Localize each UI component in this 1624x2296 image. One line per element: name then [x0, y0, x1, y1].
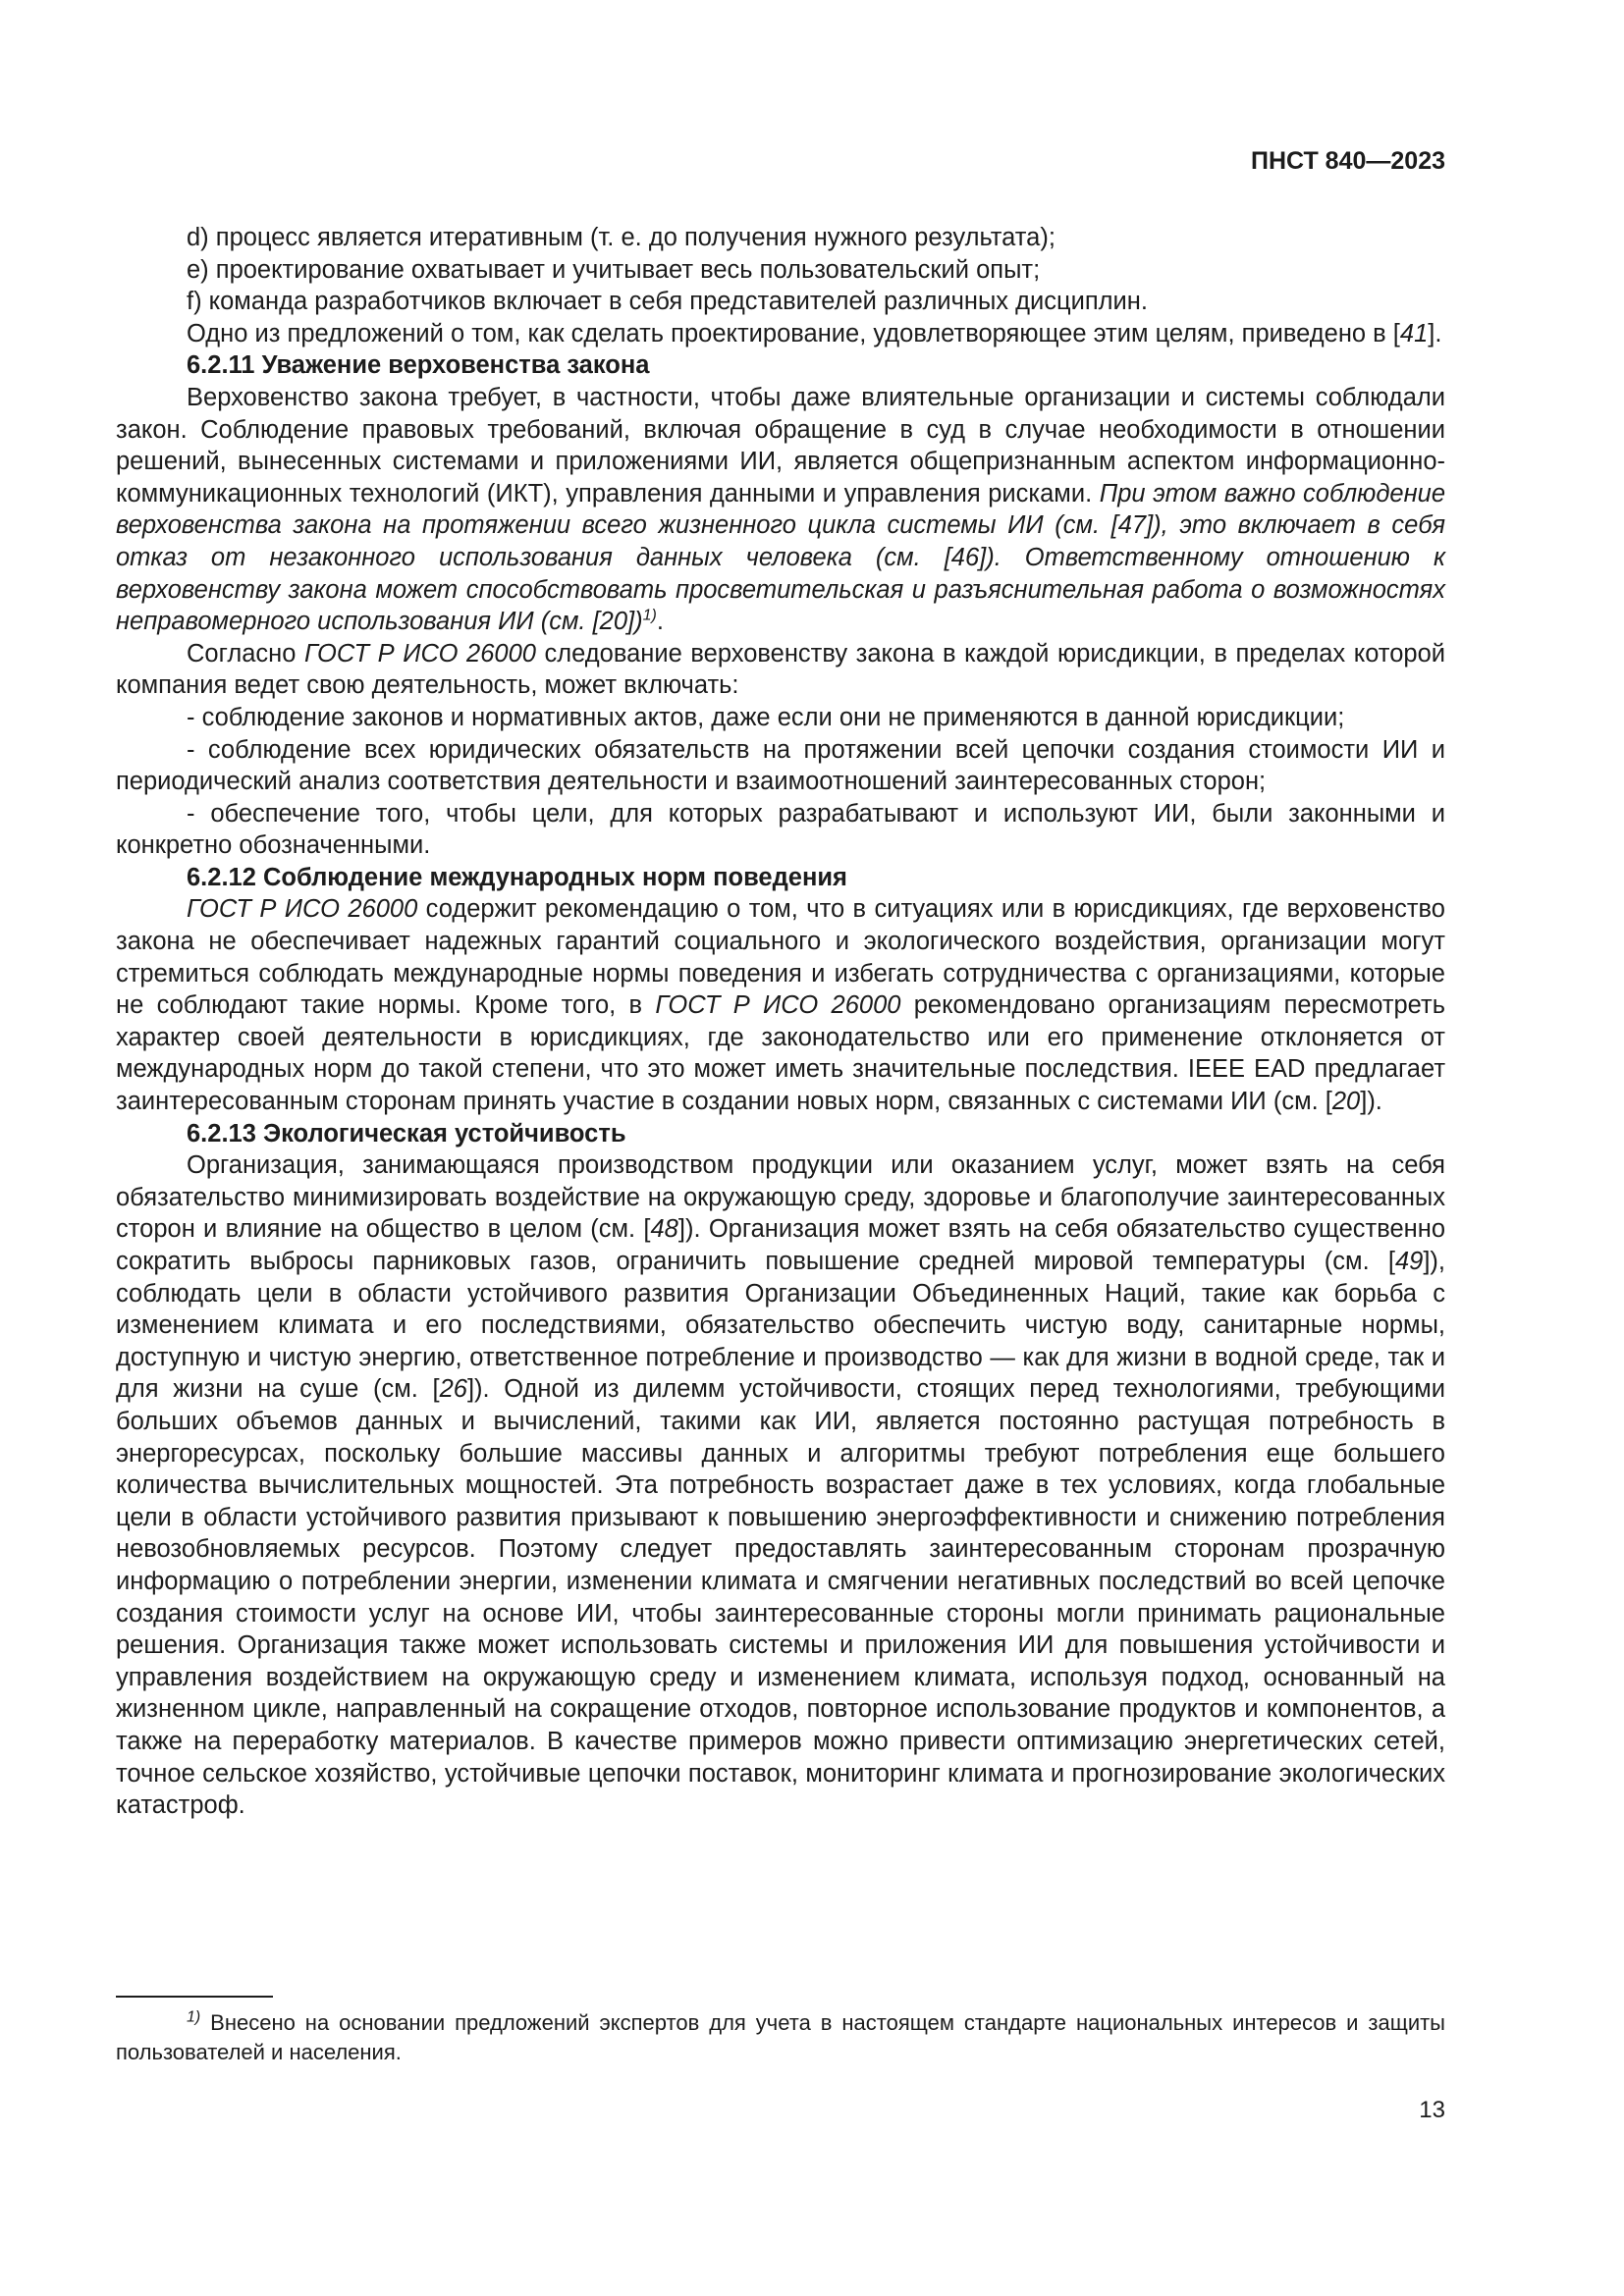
standard-reference: ГОСТ Р ИСО 26000 — [655, 991, 901, 1020]
list-item-f: f) команда разработчиков включает в себя представителей различных дисциплин. — [187, 288, 1148, 316]
section-heading-6-2-13: 6.2.13 Экологическая устойчивость — [187, 1119, 626, 1148]
footnote-divider — [116, 1996, 273, 1998]
standard-reference: ГОСТ Р ИСО 26000 — [304, 639, 536, 667]
section-heading-6-2-11: 6.2.11 Уважение верховенства закона — [187, 351, 650, 380]
reference-26: 26 — [439, 1375, 467, 1404]
document-number: ПНСТ 840—2023 — [1251, 147, 1445, 175]
footnote-marker: 1) — [187, 2008, 201, 2026]
reference-41: 41 — [1399, 319, 1429, 347]
list-item: - соблюдение законов и нормативных актов, даже если они не применяются в данной юрисдикции; — [187, 703, 1345, 731]
reference-20: 20 — [1331, 1088, 1361, 1116]
list-item-e: e) проектирование охватывает и учитывает весь пользовательский опыт; — [187, 255, 1041, 284]
paragraph-international-norms: ГОСТ Р ИСО 26000 содержит рекомендацию о том, что в ситуациях или в юрисдикциях, где верховенство закона не обеспечивает надежных гарантий социального и экологического воздействия, организации могут стремиться соблюдать международные нормы поведения и избегать сотрудничества с организациями, которые не соблюдают такие нормы. Кроме того, в ГОСТ Р ИСО 26000 рекомендовано организациям пересмотреть характер своей деятельности в юрисдикциях, где законодательство или его применение отклоняется от международных норм до такой степени, что это может иметь значительные последствия. IEEE EAD предлагает заинтересованным сторонам принять участие в создании новых норм, связанных с системами ИИ (см. [20]). — [116, 895, 1445, 1116]
list-item: - обеспечение того, чтобы цели, для которых разрабатывают и используют ИИ, были законными и конкретно обозначенными. — [116, 799, 1445, 860]
standard-reference: ГОСТ Р ИСО 26000 — [187, 895, 418, 924]
reference-48: 48 — [650, 1215, 678, 1244]
page-body — [116, 222, 1445, 1822]
list-item: - соблюдение всех юридических обязательств на протяжении всей цепочки создания стоимости ИИ и периодический анализ соответствия деятельности и взаимоотношений заинтересованных сторон; — [116, 735, 1445, 796]
footnote: $^{1)}$ Внесено на основании предложений экспертов для учета в настоящем стандарте национальных интересов и защиты пользователей и населения. — [116, 2008, 1445, 2064]
page-number: 13 — [1419, 2097, 1445, 2123]
paragraph-iso26000: Согласно ГОСТ Р ИСО 26000 следование верховенству закона в каждой юрисдикции, в пределах которой компания ведет свою деятельность, может включать: — [116, 639, 1445, 700]
reference-49: 49 — [1394, 1248, 1424, 1275]
footnote-marker: 1) — [642, 607, 657, 624]
list-item-d: d) процесс является итеративным (т. е. до получения нужного результата); — [187, 224, 1056, 251]
intro-paragraph: Одно из предложений о том, как сделать проектирование, удовлетворяющее этим целям, приведено в [41]. — [187, 319, 1442, 347]
paragraph-rule-of-law: Верховенство закона требует, в частности, чтобы даже влиятельные организации и системы соблюдали закон. Соблюдение правовых требований, включая обращение в суд в случае необходимости в отношении решений, вынесенных системами и приложениями ИИ, является общепризнанным аспектом информационно-коммуникационных технологий (ИКТ), управления данными и управления рисками. При этом важно соблюдение верховенства закона на протяжении всего жизненного цикла системы ИИ (см. [47]), это включает в себя отказ от незаконного использования данных человека (см. [46]). Ответственному отношению к верховенству закона может способствовать просветительская и разъяснительная работа о возможностях неправомерного использования ИИ (см. [20])$^{1)}$. — [116, 383, 1445, 636]
section-heading-6-2-12: 6.2.12 Соблюдение международных норм поведения — [187, 863, 847, 891]
paragraph-sustainability: Организация, занимающаяся производством продукции или оказанием услуг, может взять на себя обязательство минимизировать воздействие на окружающую среду, здоровье и благополучие заинтересованных сторон и влияние на общество в целом (см. [48]). Организация может взять на себя обязательство существенно сократить выбросы парниковых газов, ограничить повышение средней мировой температуры (см. [49]), соблюдать цели в области устойчивого развития Организации Объединенных Наций, такие как борьба с изменением климата и его последствиями, обязательство обеспечить чистую воду, санитарные нормы, доступную и чистую энергию, ответственное потребление и производство — как для жизни в водной среде, так и для жизни на суше (см. [26]). Одной из дилемм устойчивости, стоящих перед технологиями, требующими больших объемов данных и вычислений, такими как ИИ, является постоянно растущая потребность в энергоресурсах, поскольку большие массивы данных и алгоритмы требуют потребления еще большего количества вычислительных мощностей. Эта потребность возрастает даже в тех условиях, когда глобальные цели в области устойчивого развития призывают к повышению энергоэффективности и снижению потребления невозобновляемых ресурсов. Поэтому следует предоставлять заинтересованным сторонам прозрачную информацию о потреблении энергии, изменении климата и смягчении негативных последствий во всей цепочке создания стоимости услуг на основе ИИ, чтобы заинтересованные стороны могли принимать рациональные решения. Организация также может использовать системы и приложения ИИ для повышения устойчивости и управления воздействием на окружающую среду и изменением климата, используя подход, основанный на жизненном цикле, направленный на сокращение отходов, повторное использование продуктов и компонентов, а также на переработку материалов. В качестве примеров можно привести оптимизацию энергетических сетей, точное сельское хозяйство, устойчивые цепочки поставок, мониторинг климата и прогнозирование экологических катастроф. — [116, 1151, 1446, 1820]
